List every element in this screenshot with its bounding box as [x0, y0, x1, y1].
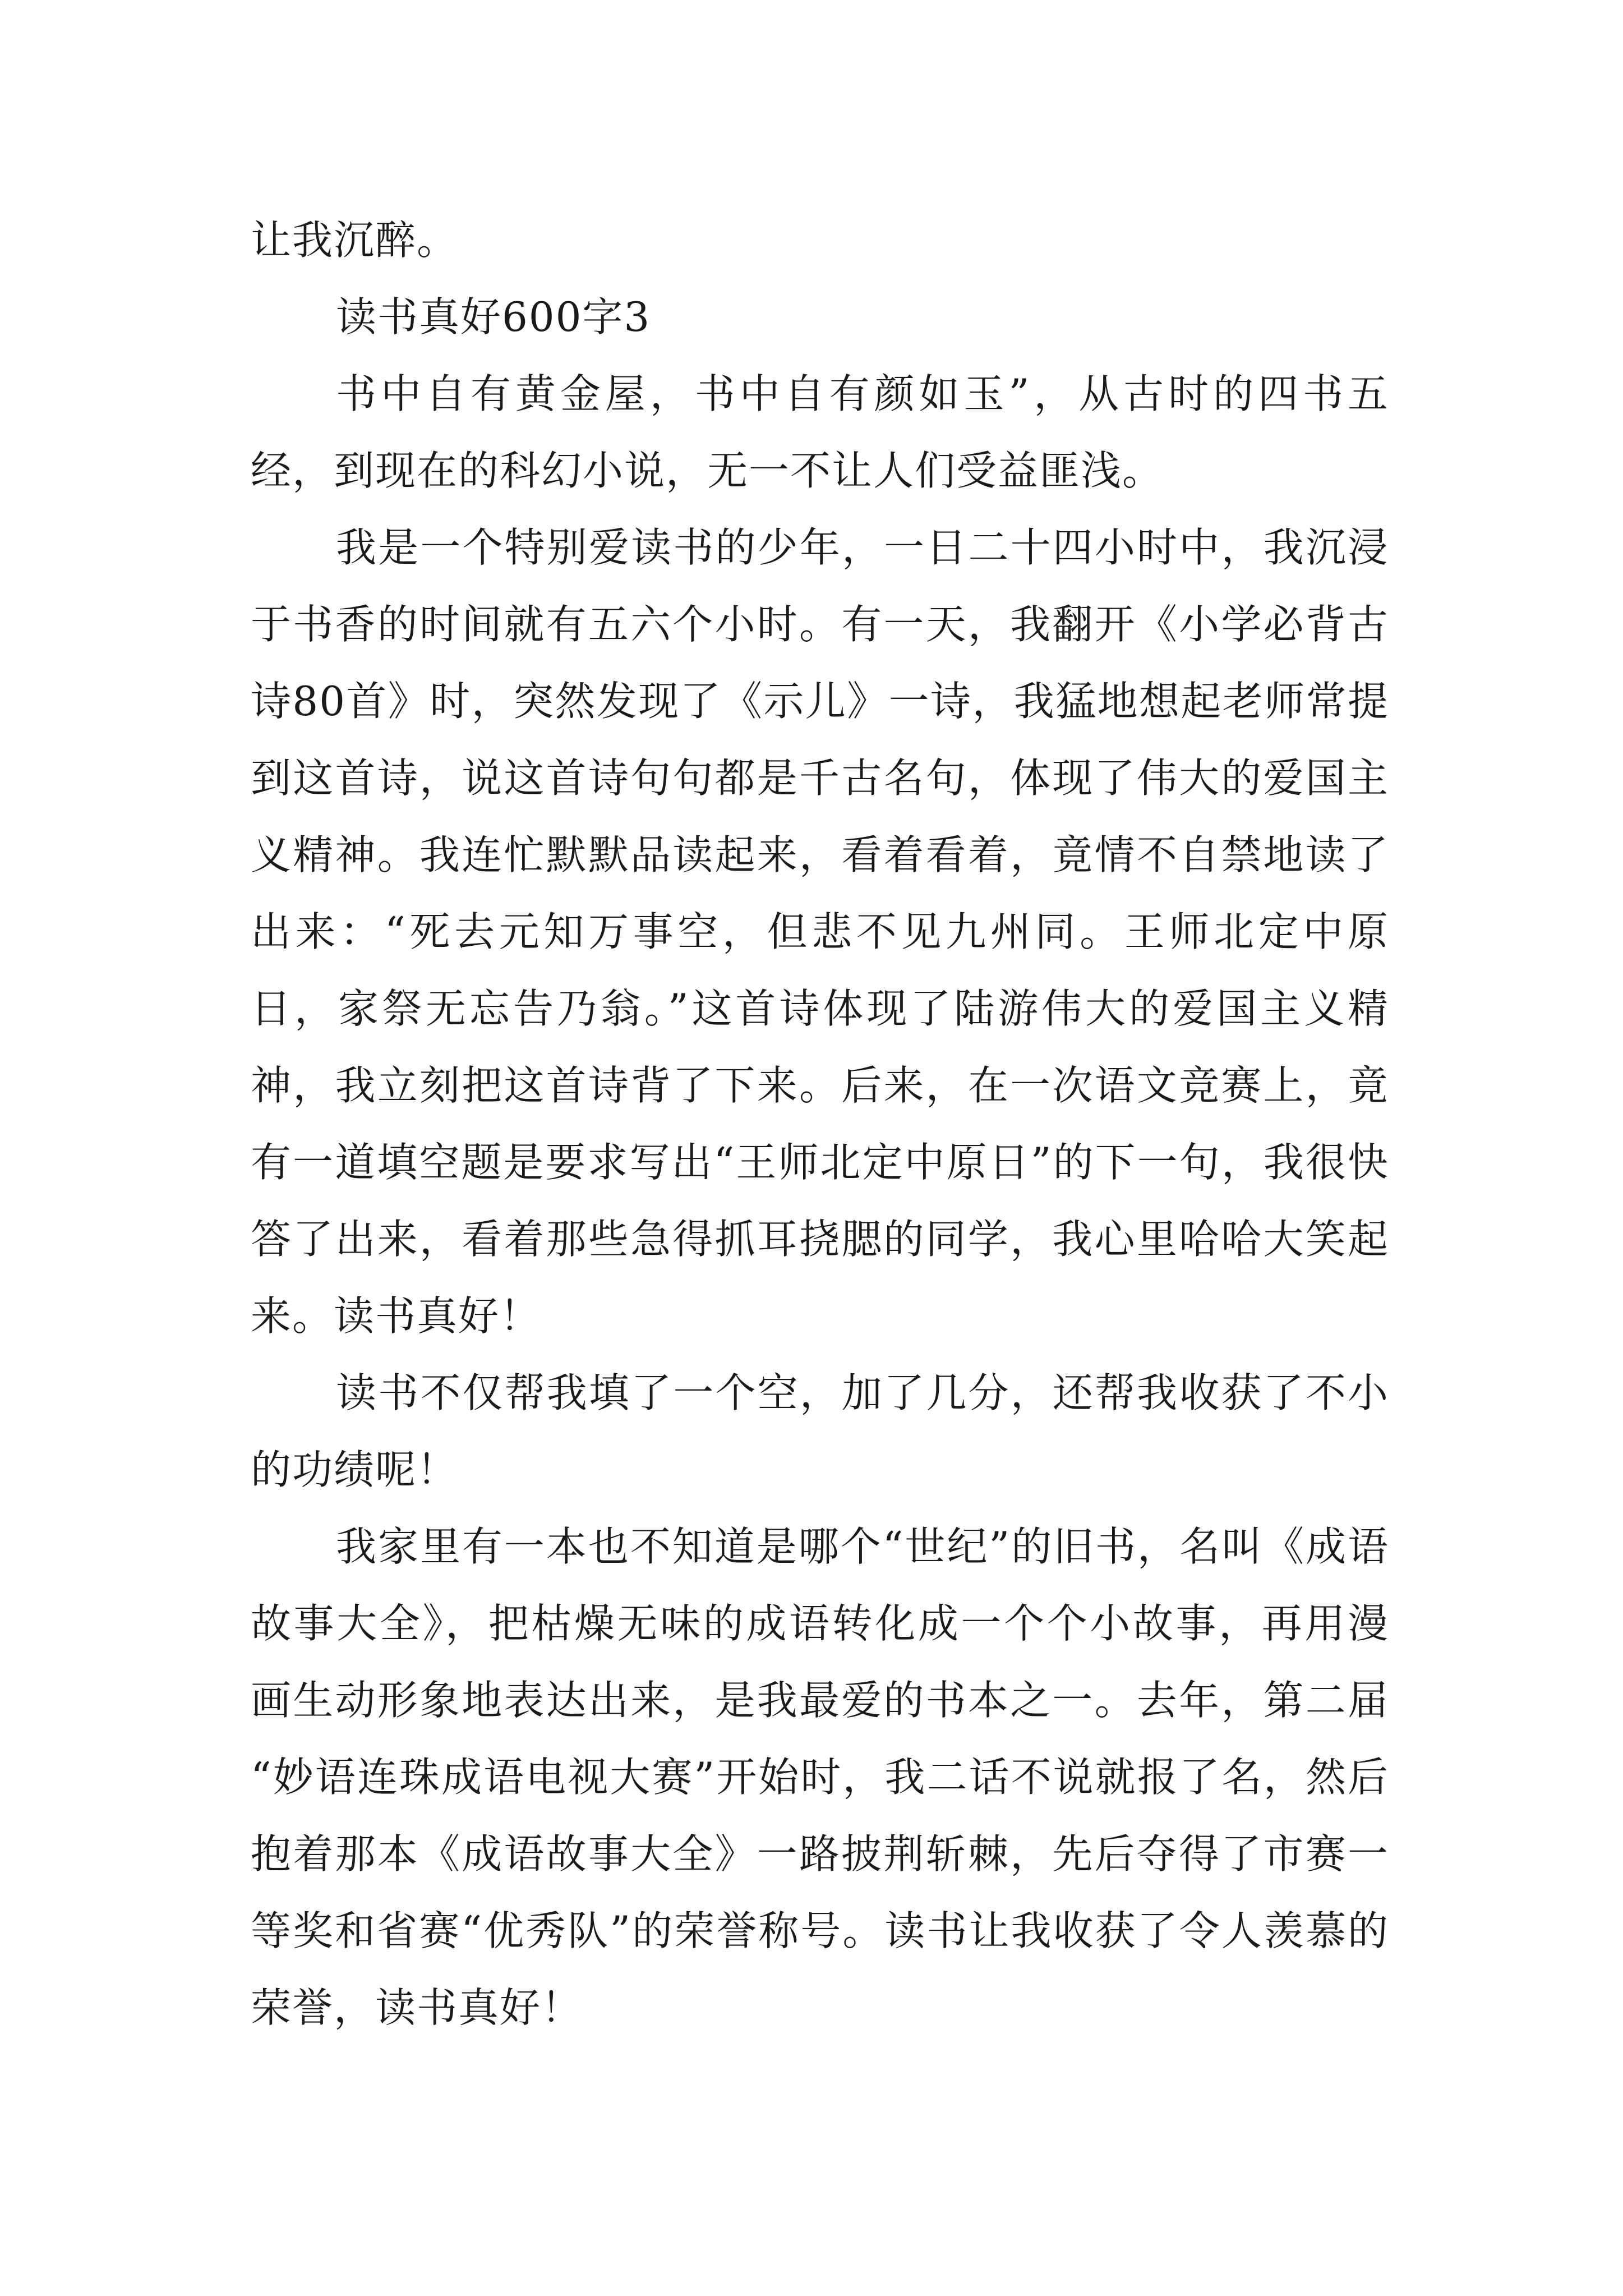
document-body [251, 202, 1389, 2046]
paragraph: 书中自有黄金屋，书中自有颜如玉”，从古时的四书五经，到现在的科幻小说，无一不让人们受益匪浅。 [251, 370, 1389, 494]
paragraph: 让我沉醉。 [251, 217, 459, 264]
paragraph: 读书不仅帮我填了一个空，加了几分，还帮我收获了不小的功绩呢！ [251, 1369, 1389, 1493]
paragraph: 我家里有一本也不知道是哪个“世纪”的旧书，名叫《成语故事大全》，把枯燥无味的成语转化成一个个小故事，再用漫画生动形象地表达出来，是我最爱的书本之一。去年，第二届“妙语连珠成语电视大赛”开始时，我二话不说就报了名，然后抱着那本《成语故事大全》一路披荆斩棘，先后夺得了市赛一等奖和省赛“优秀队”的荣誉称号。读书让我收获了令人羡慕的荣誉，读书真好！ [251, 1523, 1389, 2031]
paragraph: 我是一个特别爱读书的少年，一日二十四小时中，我沉浸于书香的时间就有五六个小时。有一天，我翻开《小学必背古诗80首》时，突然发现了《示儿》一诗，我猛地想起老师常提到这首诗，说这首诗句句都是千古名句，体现了伟大的爱国主义精神。我连忙默默品读起来，看着看着，竟情不自禁地读了出来：“死去元知万事空，但悲不见九州同。王师北定中原日，家祭无忘告乃翁。”这首诗体现了陆游伟大的爱国主义精神，我立刻把这首诗背了下来。后来，在一次语文竞赛上，竟有一道填空题是要求写出“王师北定中原日”的下一句，我很快答了出来，看着那些急得抓耳挠腮的同学，我心里哈哈大笑起来。读书真好！ [251, 524, 1389, 1340]
section-heading: 读书真好600字3 [336, 293, 651, 341]
